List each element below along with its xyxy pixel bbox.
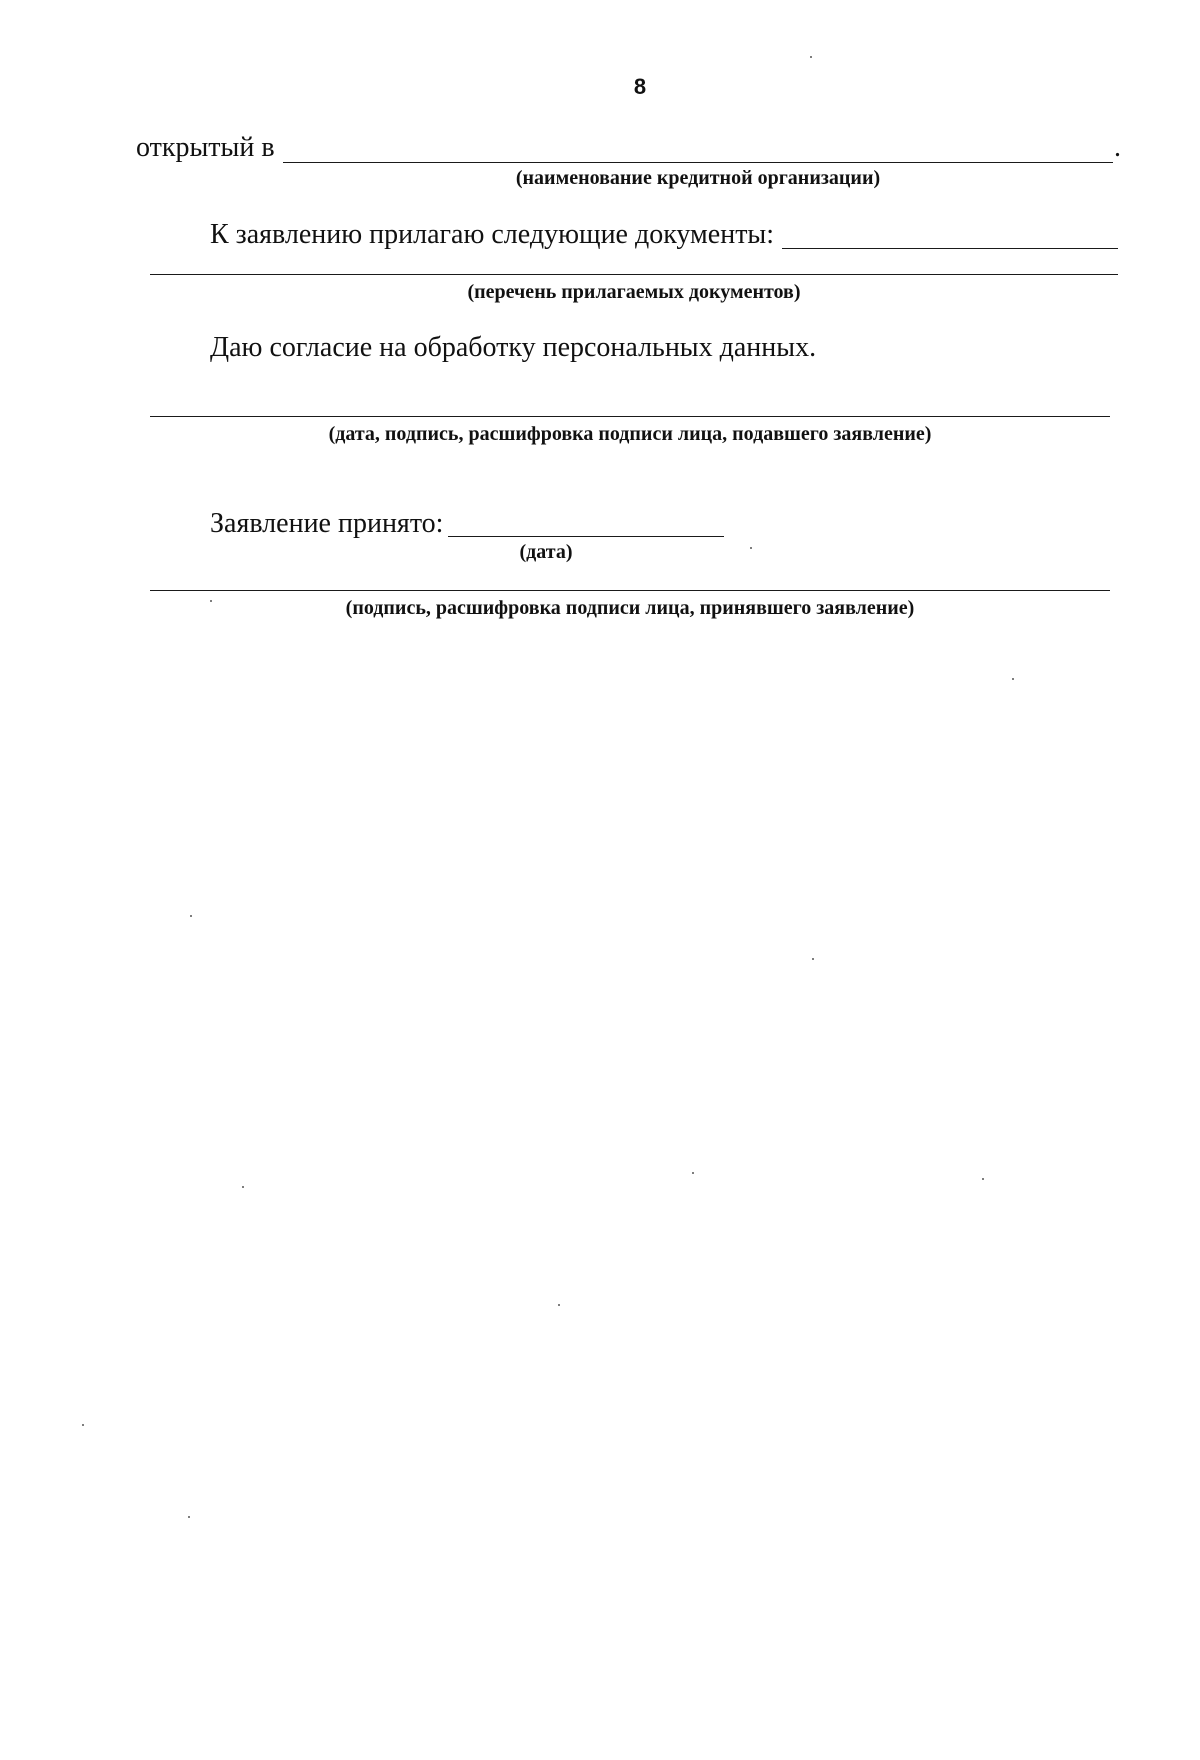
bank-name-caption: (наименование кредитной организации) [515,167,881,189]
accepted-date-caption: (дата) [519,541,573,563]
scan-speck [188,1516,190,1518]
attachments-field-line-2 [150,274,1118,275]
bank-name-field-line [283,162,1113,163]
receiver-signature-caption: (подпись, расшифровка подписи лица, принявшего заявление) [345,597,915,619]
scan-speck [750,547,752,549]
bank-label: открытый в [136,132,275,163]
attachments-field-line-1 [782,248,1118,249]
scan-speck [558,1304,560,1306]
applicant-signature-line [150,416,1110,417]
scan-speck [242,1186,244,1188]
attachments-caption: (перечень прилагаемых документов) [467,281,801,303]
attachments-label: К заявлению прилагаю следующие документы: [210,219,775,250]
scan-speck [210,600,212,602]
scan-speck [1012,678,1014,680]
applicant-signature-caption: (дата, подпись, расшифровка подписи лица, подавшего заявление) [328,423,932,445]
scan-speck [692,1172,694,1174]
scan-speck [190,915,192,917]
scan-speck [810,56,812,58]
receiver-signature-line [150,590,1110,591]
accepted-date-line [448,536,724,537]
bank-line-period: . [1114,132,1121,163]
accepted-label: Заявление принято: [210,508,444,539]
scan-speck [982,1178,984,1180]
scan-speck [812,958,814,960]
page-number: 8 [633,74,647,99]
consent-text: Даю согласие на обработку персональных данных. [210,332,817,363]
scan-speck [82,1424,84,1426]
